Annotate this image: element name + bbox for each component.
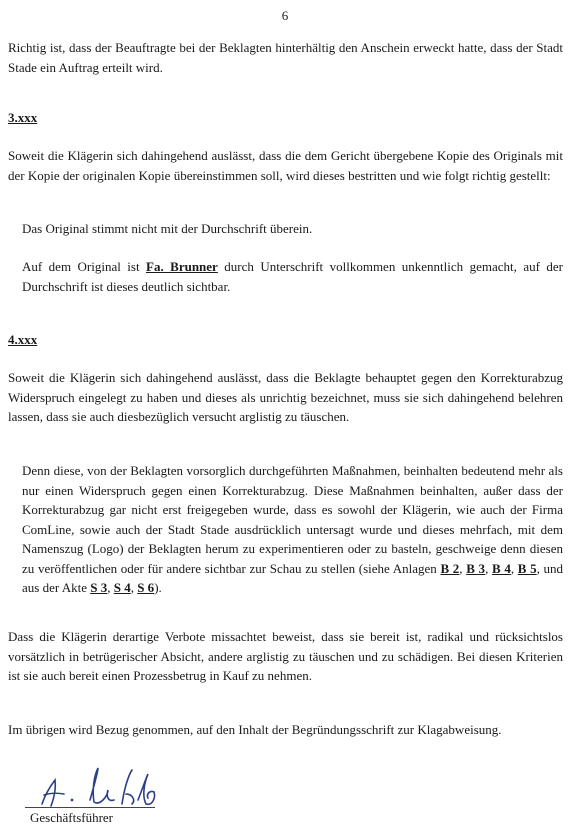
paragraph-conclusion: Dass die Klägerin derartige Verbote missachtet beweist, dass sie bereit ist, radikal und rücksichtslos vorsätzlich in betrügerischer Absicht, andere arglistig zu täuschen und zu schädigen. Bei diesen Kriterien ist sie auch bereit einen Prozessbetrug in Kauf zu nehmen. — [8, 629, 563, 683]
paragraph-section-4: Soweit die Klägerin sich dahingehend auslässt, dass die Beklagte behauptet gegen den Korrekturabzug Widerspruch eingelegt zu haben und dieses als unrichtig bezeichnet, muss sie sich dahingehend belehren lassen, dass sie auch diesbezüglich versucht arglistig zu täuschen. — [8, 370, 563, 424]
quote-measures-text: Denn diese, von der Beklagten vorsorglich durchgeführten Maßnahmen, beinhalten bedeutend mehr als nur einen Widerspruch gegen einen Korrekturabzug. Diese Maßnahmen beinhalten, außer dass der Korrekturabzug gar nicht erst freigegeben wurde, dass es sowohl der Klägerin, wie auch der Firma ComLine, sowie auch der Stadt Stade ausdrücklich untersagt wurde und dieses mehrfach, mit dem Namenszug (Logo) der Beklagten herum zu experimentieren oder zu basteln, geschweige denn diesen zu veröffentlichen oder für andere sichtbar zur Schau zu stellen (siehe Anlagen — [22, 463, 563, 576]
annex-ref: B 4 — [491, 560, 511, 576]
annex-ref: B 3 — [466, 560, 486, 576]
paragraph-reference: Im übrigen wird Bezug genommen, auf den Inhalt der Begründungsschrift zur Klagabweisung. — [8, 722, 502, 737]
annex-ref: B 2 — [440, 560, 460, 576]
handwritten-signature — [28, 760, 188, 810]
company-name: Fa. Brunner — [146, 259, 218, 274]
page-number: 6 — [281, 8, 289, 23]
signature-line — [25, 807, 155, 808]
annex-ref: B 5 — [517, 560, 537, 576]
quote-brunner-after: durch Unterschrift vollkommen unkenntlich gemacht, auf der Durchschrift ist dieses deutlich sichtbar. — [22, 259, 563, 294]
paragraph-intro: Richtig ist, dass der Beauftragte bei der Beklagten hinterhältig den Anschein erweckt hatte, dass der Stadt Stade ein Auftrag erteilt wird. — [8, 40, 563, 75]
paragraph-section-3: Soweit die Klägerin sich dahingehend auslässt, dass die dem Gericht übergebene Kopie des Originals mit der Kopie der originalen Kopie übereinstimmen soll, wird dieses bestritten und wie folgt richtig gestellt: — [8, 148, 563, 183]
section-heading-3: 3.xxx — [8, 110, 38, 125]
quote-measures: Denn diese, von der Beklagten vorsorglich durchgeführten Maßnahmen, beinhalten bedeutend mehr als nur einen Widerspruch gegen einen Korrekturabzug. Diese Maßnahmen beinhalten, außer dass der Korrekturabzug gar nicht erst freigegeben wurde, dass es sowohl der Klägerin, wie auch der Firma ComLine, sowie auch der Stadt Stade ausdrücklich untersagt wurde und dieses mehrfach, mit dem Namenszug (Logo) der Beklagten herum zu experimentieren oder zu basteln, geschweige denn diesen zu veröffentlichen oder für andere sichtbar zur Schau zu stellen (siehe Anlagen B 2, B 3, B 4, B 5, und aus der Akte S 3, S 4, S 6). — [22, 463, 564, 595]
quote-original: Das Original stimmt nicht mit der Durchschrift überein. — [22, 221, 313, 236]
file-ref: S 3 — [90, 580, 108, 595]
quote-measures-end: ). — [154, 580, 162, 595]
file-ref: S 4 — [113, 580, 131, 595]
signature-title: Geschäftsführer — [30, 810, 114, 825]
section-heading-4: 4.xxx — [8, 332, 38, 347]
file-ref: S 6 — [137, 580, 155, 595]
quote-brunner — [22, 257, 563, 296]
quote-measures-mid: , und aus der Akte — [22, 560, 564, 595]
quote-brunner-before: Auf dem Original ist — [22, 259, 147, 274]
